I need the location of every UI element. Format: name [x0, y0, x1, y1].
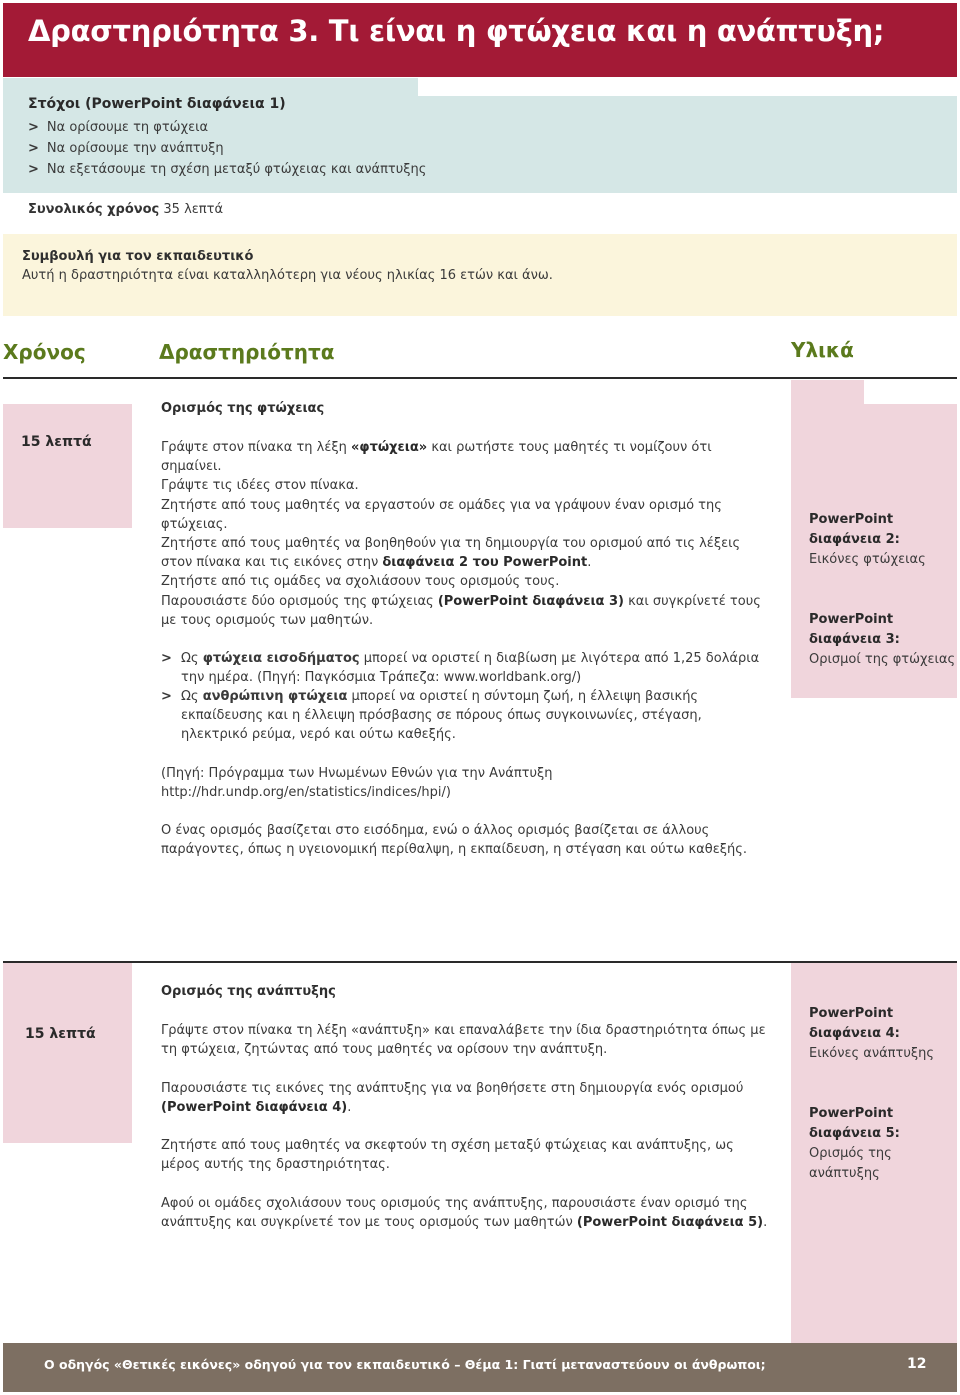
goal-item: > Να ορίσουμε τη φτώχεια [28, 120, 209, 135]
materials-item: PowerPoint διαφάνεια 3: Ορισμοί της φτώχειας [809, 612, 956, 667]
paragraph: Ζητήστε από τις ομάδες να σχολιάσουν τους ορισμούς τους. [161, 574, 560, 589]
page-number: 12 [907, 1356, 927, 1372]
advice-text: Αυτή η δραστηριότητα είναι καταλληλότερη για νέους ηλικίας 16 ετών και άνω. [22, 268, 553, 283]
goal-item: > Να ορίσουμε την ανάπτυξη [28, 141, 224, 156]
time-cell-2 [3, 963, 132, 1143]
materials-item: PowerPoint διαφάνεια 5: Ορισμός της ανάπτυξης [809, 1106, 900, 1181]
chevron-right-icon: > [28, 120, 39, 135]
paragraph: Γράψτε στον πίνακα τη λέξη «ανάπτυξη» και επαναλάβετε την ίδια δραστηριότητα όπως με τη φτώχεια, ζητώντας από τους μαθητές να ορίσουν την ανάπτυξη. [161, 1023, 766, 1057]
section-title: Ορισμός της φτώχειας [161, 401, 325, 416]
chevron-right-icon: > [28, 141, 39, 156]
footer-text: Ο οδηγός «Θετικές εικόνες» οδηγού για τον εκπαιδευτικό – Θέμα 1: Γιατί μεταναστεύουν οι άνθρωποι; [44, 1357, 766, 1372]
chevron-right-icon: > [28, 162, 39, 177]
time-cell-1 [3, 404, 132, 528]
goal-item: > Να εξετάσουμε τη σχέση μεταξύ φτώχειας και ανάπτυξης [28, 162, 427, 177]
paragraph: Ζητήστε από τους μαθητές να εργαστούν σε ομάδες για να γράψουν έναν ορισμό της φτώχειας. [161, 498, 722, 532]
column-header-activity: Δραστηριότητα [159, 340, 335, 364]
materials-item: PowerPoint διαφάνεια 2: Εικόνες φτώχειας [809, 512, 926, 567]
materials-item: PowerPoint διαφάνεια 4: Εικόνες ανάπτυξης [809, 1006, 934, 1061]
paragraph: Ο ένας ορισμός βασίζεται στο εισόδημα, ενώ ο άλλος ορισμός βασίζεται σε άλλους παράγοντες, όπως η υγειονομική περίθαλψη, η εκπαίδευση, η στέγαση και ούτω καθεξής. [161, 823, 747, 857]
chevron-right-icon: > [161, 689, 172, 704]
chevron-right-icon: > [161, 651, 172, 666]
paragraph: Γράψτε στον πίνακα τη λέξη «φτώχεια» και ρωτήστε τους μαθητές τι νομίζουν ότι σημαίνει. Γράψτε τις ιδέες στον πίνακα. [161, 440, 712, 493]
page-title: Δραστηριότητα 3. Τι είναι η φτώχεια και η ανάπτυξη; [28, 14, 885, 48]
materials-cell-tab-1 [791, 380, 864, 406]
header-rule [3, 377, 957, 379]
paragraph: Παρουσιάστε τις εικόνες της ανάπτυξης για να βοηθήσετε στη δημιουργία ενός ορισμού (PowerPoint διαφάνεια 4). [161, 1081, 744, 1115]
paragraph: Ζητήστε από τους μαθητές να βοηθηθούν για τη δημιουργία του ορισμού από τις λέξεις στον πίνακα και τις εικόνες στην διαφάνεια 2 του PowerPoint. [161, 536, 741, 570]
total-time: Συνολικός χρόνος 35 λεπτά [28, 202, 224, 217]
goals-panel-notch [418, 78, 958, 96]
source-note: (Πηγή: Πρόγραμμα των Ηνωμένων Εθνών για την Ανάπτυξη http://hdr.undp.org/en/statistics/indices/hpi/) [161, 766, 553, 800]
section-title: Ορισμός της ανάπτυξης [161, 984, 336, 999]
bullet-item: > Ως φτώχεια εισοδήματος μπορεί να οριστεί η διαβίωση με λιγότερα από 1,25 δολάρια την ημέρα. (Πηγή: Παγκόσμια Τράπεζα: www.worldbank.org/) [161, 651, 760, 685]
source-link[interactable]: http://hdr.undp.org/en/statistics/indices/hpi/) [161, 785, 451, 800]
section-time: 15 λεπτά [21, 434, 92, 450]
paragraph: Ζητήστε από τους μαθητές να σκεφτούν τη σχέση μεταξύ φτώχειας και ανάπτυξης, ως μέρος αυτής της δραστηριότητας. [161, 1138, 734, 1172]
bullet-item: > Ως ανθρώπινη φτώχεια μπορεί να οριστεί η σύντομη ζωή, η έλλειψη βασικής εκπαίδευσης και η έλλειψη πρόσβασης σε πόρους όπως συγκοινωνίες, στέγαση, ηλεκτρικό ρεύμα, νερό και ούτω καθεξής. [161, 689, 702, 742]
paragraph: Παρουσιάστε δύο ορισμούς της φτώχειας (PowerPoint διαφάνεια 3) και συγκρίνετέ τους με τους ορισμούς των μαθητών. [161, 594, 761, 628]
column-header-time: Χρόνος [3, 340, 86, 364]
goals-title: Στόχοι (PowerPoint διαφάνεια 1) [28, 96, 286, 112]
column-header-materials: Υλικά [791, 338, 854, 362]
paragraph: Αφού οι ομάδες σχολιάσουν τους ορισμούς της ανάπτυξης, παρουσιάστε έναν ορισμό της ανάπτυξης και συγκρίνετέ τον με τους ορισμούς των μαθητών (PowerPoint διαφάνεια 5). [161, 1196, 768, 1230]
advice-title: Συμβουλή για τον εκπαιδευτικό [22, 249, 254, 264]
section-time: 15 λεπτά [25, 1026, 96, 1042]
